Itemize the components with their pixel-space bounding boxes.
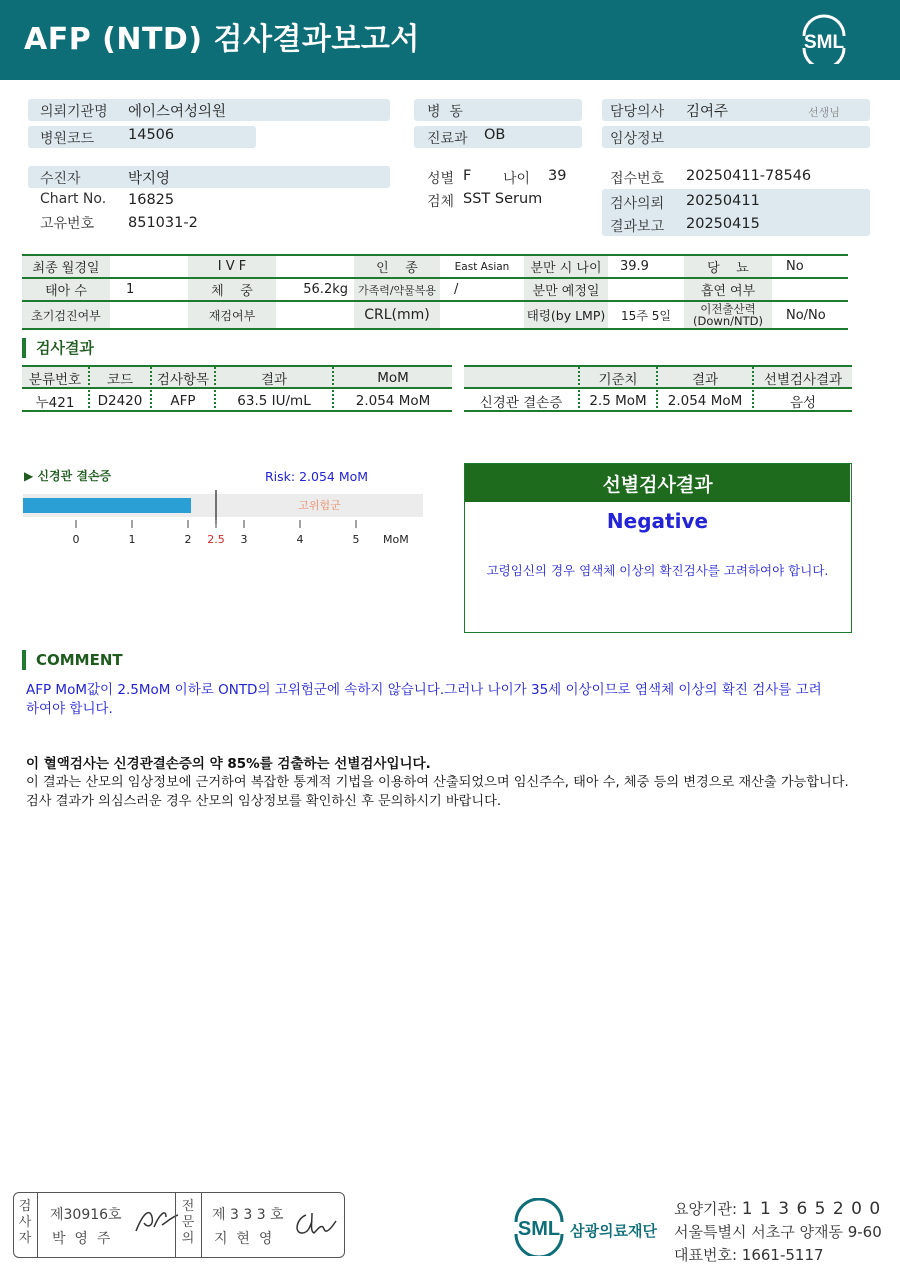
risk-text: Risk: 2.054 MoM: [265, 469, 369, 484]
crl-value: [440, 302, 524, 328]
previous-label-2: (Down/NTD): [693, 314, 763, 328]
right-header-1: 기준치: [580, 367, 658, 389]
specialist-license: 제 3 3 3 호: [212, 1207, 284, 1223]
report-header: [0, 0, 900, 80]
retest-value: [276, 302, 354, 328]
phone-label: 대표번호:: [674, 1246, 738, 1264]
triangle-right-icon: ▶: [24, 469, 38, 483]
uid-label: 고유번호: [40, 216, 95, 232]
ga-value: 15주 5일: [621, 308, 671, 323]
right-results-table: [464, 365, 852, 412]
previous-value: No/No: [786, 307, 826, 323]
report-label: 결과보고: [610, 219, 665, 235]
divider: [37, 1193, 38, 1257]
tick-label: 3: [240, 533, 248, 546]
lmp-label: 최종 월경일: [22, 256, 110, 277]
left-cell-3: 63.5 IU/mL: [216, 390, 334, 412]
family-value: /: [454, 282, 459, 297]
note-bold: 이 혈액검사는 신경관결손증의 약 85%를 검출하는 선별검사입니다.: [26, 756, 431, 772]
left-cell-2: AFP: [152, 390, 216, 412]
patient-label: 수진자: [40, 171, 81, 187]
institution-value: 에이스여성의원: [128, 104, 227, 120]
specialist-name: 지 현 영: [214, 1231, 273, 1247]
sml-footer-logo-icon: [510, 1198, 568, 1256]
sex-value: F: [463, 168, 472, 184]
left-cell-4: 2.054 MoM: [355, 393, 431, 409]
retest-label: 재검여부: [188, 302, 276, 328]
receipt-value: 20250411-78546: [686, 168, 812, 184]
tick-label: 2: [184, 533, 192, 546]
patient-value: 박지영: [128, 171, 171, 187]
risk-chart: [18, 488, 438, 552]
early-label: 초기검진여부: [22, 302, 110, 328]
due-value: [608, 279, 684, 300]
examiner-name: 박 영 주: [52, 1231, 111, 1247]
left-results-table: [22, 365, 452, 412]
phone-value: 1661-5117: [741, 1246, 824, 1264]
clinical-row-3: [22, 302, 848, 330]
age-value: 39: [548, 168, 567, 184]
left-header-2: 검사항목: [152, 367, 216, 389]
left-header-4: MoM: [377, 370, 409, 386]
weight-label: 체 중: [188, 279, 276, 300]
examiner-license: 제30916호: [50, 1207, 122, 1223]
specialist-label-box: [176, 1199, 200, 1247]
ivf-value: [276, 256, 354, 277]
smoking-value: [772, 279, 848, 300]
clinical-table: [22, 254, 848, 330]
chart-value: 16825: [128, 192, 175, 208]
doctor-value: 김여주: [686, 104, 729, 120]
smoking-label: 흡연 여부: [684, 279, 772, 300]
right-header-0: [464, 367, 580, 389]
weight-value: 56.2kg: [303, 282, 348, 297]
dept-value: OB: [484, 127, 506, 143]
agency-value: 1 1 3 6 5 2 0 0: [741, 1199, 882, 1219]
left-header-3: 결과: [216, 367, 334, 389]
race-label: 인 종: [354, 256, 440, 277]
screening-result-value: Negative: [606, 509, 709, 533]
svg-text:SML: SML: [803, 32, 845, 53]
note-body: 이 결과는 산모의 임상정보에 근거하여 복잡한 통계적 기법을 이용하여 산출되었으며 임신주수, 태아 수, 체중 등의 변경으로 재산출 가능합니다. 검사 결과가 의심스러운 경우 산모의 임상정보를 확인하신 후 문의하시기 바랍니다.: [26, 775, 849, 809]
diabetes-value: No: [786, 259, 804, 274]
uid-value: 851031-2: [128, 215, 198, 231]
left-header-1: 코드: [90, 367, 152, 389]
screening-result-note: 고령임신의 경우 염색체 이상의 확진검사를 고려하여야 합니다.: [486, 563, 829, 578]
dept-label: 진료과: [427, 131, 468, 147]
specimen-value: SST Serum: [463, 191, 543, 207]
previous-label: 이전출산력: [700, 302, 756, 316]
high-risk-label: 고위험군: [298, 499, 341, 512]
age-at-delivery-value: 39.9: [620, 259, 649, 274]
age-at-delivery-label: 분만 시 나이: [524, 256, 608, 277]
report-title: AFP (NTD) 검사결과보고서: [24, 22, 420, 57]
chart-label: Chart No.: [40, 191, 107, 207]
comment-text: AFP MoM값이 2.5MoM 이하로 ONTD의 고위험군에 속하지 않습니다.그러나 나이가 35세 이상이므로 염색체 이상의 확진 검사를 고려하여야 합니다.: [26, 682, 822, 717]
hospital-code-value: 14506: [128, 127, 175, 143]
previous-label-cell: [684, 302, 772, 328]
clinical-row-2: [22, 279, 848, 302]
doctor-label: 담당의사: [610, 104, 665, 120]
early-value: [110, 302, 188, 328]
crl-label: CRL(mm): [354, 302, 440, 328]
examiner-label: 검 사 자: [18, 1199, 32, 1246]
agency-label: 요양기관:: [674, 1200, 738, 1218]
tick-label: 5: [352, 533, 360, 546]
left-cell-1: D2420: [90, 390, 152, 412]
risk-chart-title: [24, 467, 111, 484]
institution-label: 의뢰기관명: [40, 104, 108, 120]
results-section-title: 검사결과: [22, 338, 94, 358]
agency-line: [674, 1198, 881, 1219]
ward-label: 병 동: [427, 104, 463, 120]
specialist-label: 전 문 의: [181, 1199, 195, 1246]
sml-logo-icon: [796, 14, 852, 64]
age-label: 나이: [503, 171, 531, 187]
cutoff-tick-label: 2.5: [207, 533, 225, 546]
right-cell-0: 신경관 결손증: [464, 390, 580, 412]
right-cell-1: 2.5 MoM: [580, 390, 658, 412]
clinical-row-1: [22, 256, 848, 279]
divider: [201, 1193, 202, 1257]
ga-label: 태령(by LMP): [524, 302, 608, 328]
clinical-label: 임상정보: [610, 131, 665, 147]
request-value: 20250411: [686, 193, 760, 209]
specimen-label: 검체: [427, 194, 455, 210]
examiner-label-box: [14, 1199, 36, 1247]
tick-label: 4: [296, 533, 304, 546]
diabetes-label: 당 뇨: [684, 256, 772, 277]
hospital-code-label: 병원코드: [40, 131, 95, 147]
sex-label: 성별: [427, 171, 455, 187]
left-header-0: 분류번호: [22, 367, 90, 389]
screening-result-title: 선별검사결과: [465, 464, 850, 502]
screening-result-box: [464, 463, 852, 633]
risk-bar: [23, 498, 191, 513]
unit-label: MoM: [383, 533, 409, 546]
receipt-label: 접수번호: [610, 171, 665, 187]
comment-title: COMMENT: [22, 650, 123, 670]
tick-label: 1: [128, 533, 136, 546]
phone-line: [674, 1244, 824, 1265]
svg-text:SML: SML: [517, 1218, 561, 1240]
patient-pill: [28, 166, 390, 188]
right-header-2: 결과: [658, 367, 754, 389]
race-value: East Asian: [454, 260, 510, 273]
left-cell-0: 누421: [22, 390, 90, 412]
lmp-value: [110, 256, 188, 277]
address: 서울특별시 서초구 양재동 9-60: [674, 1223, 882, 1241]
due-label: 분만 예정일: [524, 279, 608, 300]
brand-name: 삼광의료재단: [570, 1222, 657, 1240]
doctor-suffix: 선생님: [808, 106, 840, 119]
ivf-label: I V F: [188, 256, 276, 277]
right-cell-2: 2.054 MoM: [658, 390, 754, 412]
specialist-signature-icon: [292, 1209, 340, 1241]
fetus-label: 태아 수: [22, 279, 110, 300]
signature-box: [13, 1192, 345, 1258]
risk-chart-title-text: 신경관 결손증: [37, 469, 112, 483]
family-label: 가족력/약물복용: [354, 279, 440, 300]
right-cell-3: 음성: [789, 395, 817, 411]
right-header-3: 선별검사결과: [763, 372, 843, 388]
fetus-value: 1: [126, 282, 135, 297]
report-value: 20250415: [686, 216, 760, 232]
tick-label: 0: [72, 533, 80, 546]
request-label: 검사의뢰: [610, 196, 665, 212]
